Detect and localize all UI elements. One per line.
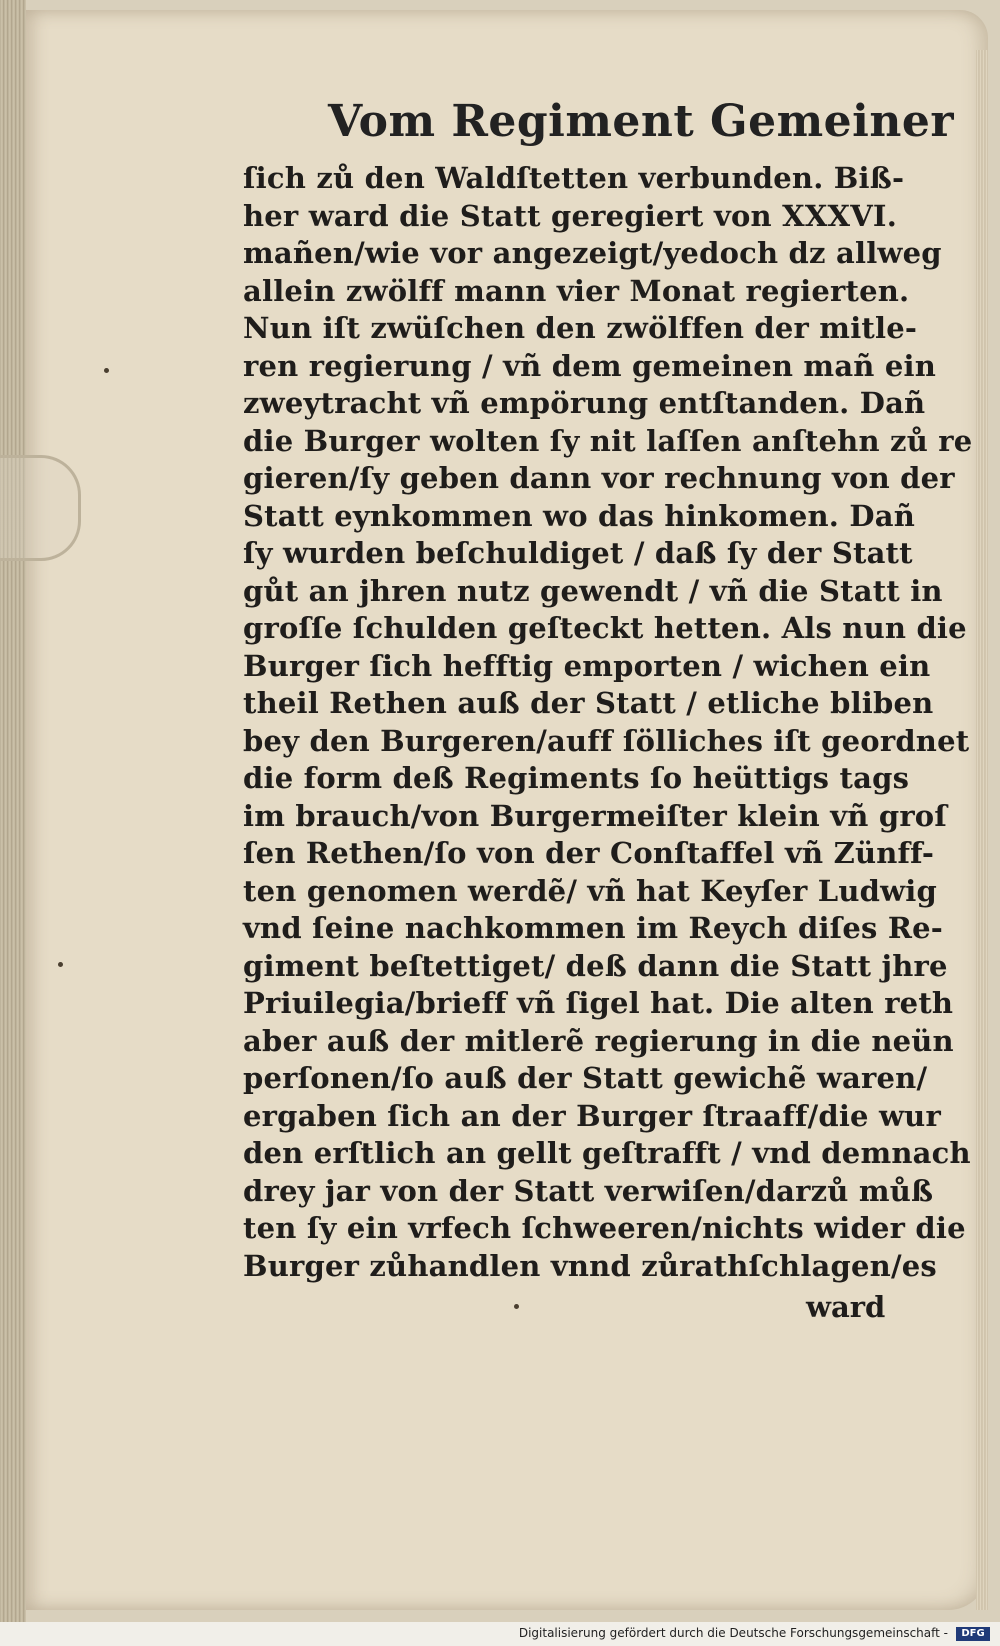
text-line: vnd ſeine nachkommen im Reych diſes Re- bbox=[243, 911, 944, 945]
text-line: im brauch/von Burgermeiſter klein vñ groſ bbox=[243, 798, 948, 833]
text-line: drey jar von der Statt verwiſen/darzů můß bbox=[243, 1173, 934, 1208]
text-line: perſonen/ſo auß der Statt gewichẽ waren/ bbox=[243, 1061, 928, 1095]
text-line: aber auß der mitlerẽ regierung in die neün bbox=[243, 1023, 954, 1058]
page-stack-right bbox=[976, 50, 988, 1610]
page-edge-left bbox=[0, 0, 26, 1622]
text-line: gieren/ſy geben dann vor rechnung von der bbox=[243, 461, 955, 495]
text-block bbox=[243, 160, 973, 1285]
text-line: her ward die Statt geregiert von XXXVI. bbox=[243, 198, 897, 233]
text-line: mañen/wie vor angezeigt/yedoch dz allweg bbox=[243, 236, 942, 270]
text-line: ſich zů den Waldſtetten verbunden. Biß- bbox=[243, 161, 905, 195]
text-line: ſen Rethen/ſo von der Conſtaffel vñ Zünff- bbox=[243, 836, 935, 870]
text-line: Statt eynkommen wo das hinkomen. Dañ bbox=[243, 498, 915, 533]
funding-credit: Digitalisierung gefördert durch die Deutsche Forschungsgemeinschaft - bbox=[518, 1626, 948, 1640]
text-line: groſſe ſchulden geſteckt hetten. Als nun die bbox=[243, 611, 967, 645]
text-line: Burger zůhandlen vnnd zůrathſchlagen/es bbox=[243, 1248, 937, 1283]
dfg-logo: DFG bbox=[956, 1627, 990, 1641]
text-line: ren regierung / vñ dem gemeinen mañ ein bbox=[243, 348, 937, 383]
text-line: bey den Burgeren/auff ſölliches iſt geordnet bbox=[243, 723, 970, 758]
running-head: Vom Regiment Gemeiner bbox=[328, 96, 955, 147]
catchword: ward bbox=[806, 1290, 886, 1324]
text-line: die form deß Regiments ſo heüttigs tags bbox=[243, 761, 910, 795]
text-line: gůt an jhren nutz gewendt / vñ die Statt in bbox=[243, 573, 943, 608]
text-line: zweytracht vñ empörung entſtanden. Dañ bbox=[243, 386, 926, 420]
text-line: allein zwölff mann vier Monat regierten. bbox=[243, 273, 910, 308]
text-line: giment beſtettiget/ deß dann die Statt jhre bbox=[243, 948, 948, 983]
text-line: ergaben ſich an der Burger ſtraaff/die wur bbox=[243, 1098, 941, 1133]
text-line: den erſtlich an gellt geſtrafft / vnd demnach bbox=[243, 1136, 971, 1170]
text-line: ſy wurden beſchuldiget / daß ſy der Statt bbox=[243, 536, 913, 570]
text-line: theil Rethen auß der Statt / etliche bliben bbox=[243, 686, 934, 720]
page-clip bbox=[0, 455, 81, 561]
ink-speck bbox=[514, 1304, 519, 1309]
text-line: die Burger wolten ſy nit laſſen anſtehn zů re bbox=[243, 423, 973, 458]
ink-speck bbox=[58, 962, 63, 967]
ink-speck bbox=[104, 368, 109, 373]
text-line: ten genomen werdẽ/ vñ hat Keyſer Ludwig bbox=[243, 873, 937, 908]
text-line: ten ſy ein vrfech ſchweeren/nichts wider die bbox=[243, 1211, 966, 1245]
text-line: Burger ſich hefftig emporten / wichen ein bbox=[243, 648, 931, 683]
text-line: Priuilegia/brieff vñ ſigel hat. Die alten reth bbox=[243, 986, 954, 1020]
text-line: Nun iſt zwüſchen den zwölffen der mitle- bbox=[243, 311, 918, 345]
